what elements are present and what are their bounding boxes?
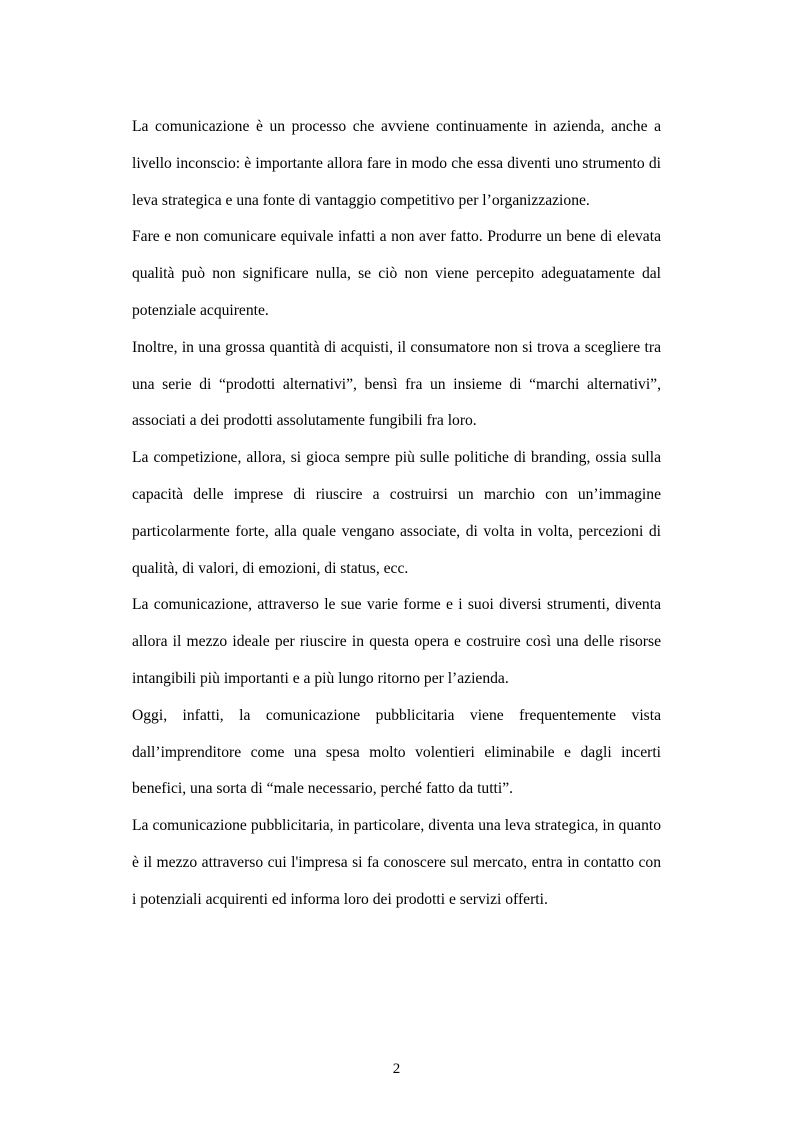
paragraph-4: La competizione, allora, si gioca sempre più sulle politiche di branding, ossia sulla capacità delle imprese di riuscire a costruirsi un marchio con un’immagine particolarmente forte, alla quale vengano associate, di volta in volta, percezioni di qualità, di valori, di emozioni, di status, ecc. bbox=[132, 449, 661, 577]
paragraph-5: La comunicazione, attraverso le sue varie forme e i suoi diversi strumenti, diventa allora il mezzo ideale per riuscire in questa opera e costruire così una delle risorse intangibili più importanti e a più lungo ritorno per l’azienda. bbox=[132, 596, 661, 687]
body-text bbox=[132, 109, 661, 919]
paragraph-7: La comunicazione pubblicitaria, in particolare, diventa una leva strategica, in quanto è il mezzo attraverso cui l'impresa si fa conoscere sul mercato, entra in contatto con i potenziali acquirenti ed informa loro dei prodotti e servizi offerti. bbox=[132, 817, 661, 908]
page-number: 2 bbox=[392, 1061, 401, 1077]
paragraph-6: Oggi, infatti, la comunicazione pubblicitaria viene frequentemente vista dall’imprenditore come una spesa molto volentieri eliminabile e dagli incerti benefici, una sorta di “male necessario, perché fatto da tutti”. bbox=[132, 706, 661, 798]
paragraph-1: La comunicazione è un processo che avviene continuamente in azienda, anche a livello inconscio: è importante allora fare in modo che essa diventi uno strumento di leva strategica e una fonte di vantaggio competitivo per l’organizzazione. bbox=[132, 118, 661, 209]
paragraph-3: Inoltre, in una grossa quantità di acquisti, il consumatore non si trova a scegliere tra una serie di “prodotti alternativi”, bensì fra un insieme di “marchi alternativi”, associati a dei prodotti assolutamente fungibili fra loro. bbox=[132, 338, 661, 430]
paragraph-2: Fare e non comunicare equivale infatti a non aver fatto. Produrre un bene di elevata qualità può non significare nulla, se ciò non viene percepito adeguatamente dal potenziale acquirente. bbox=[132, 228, 661, 319]
